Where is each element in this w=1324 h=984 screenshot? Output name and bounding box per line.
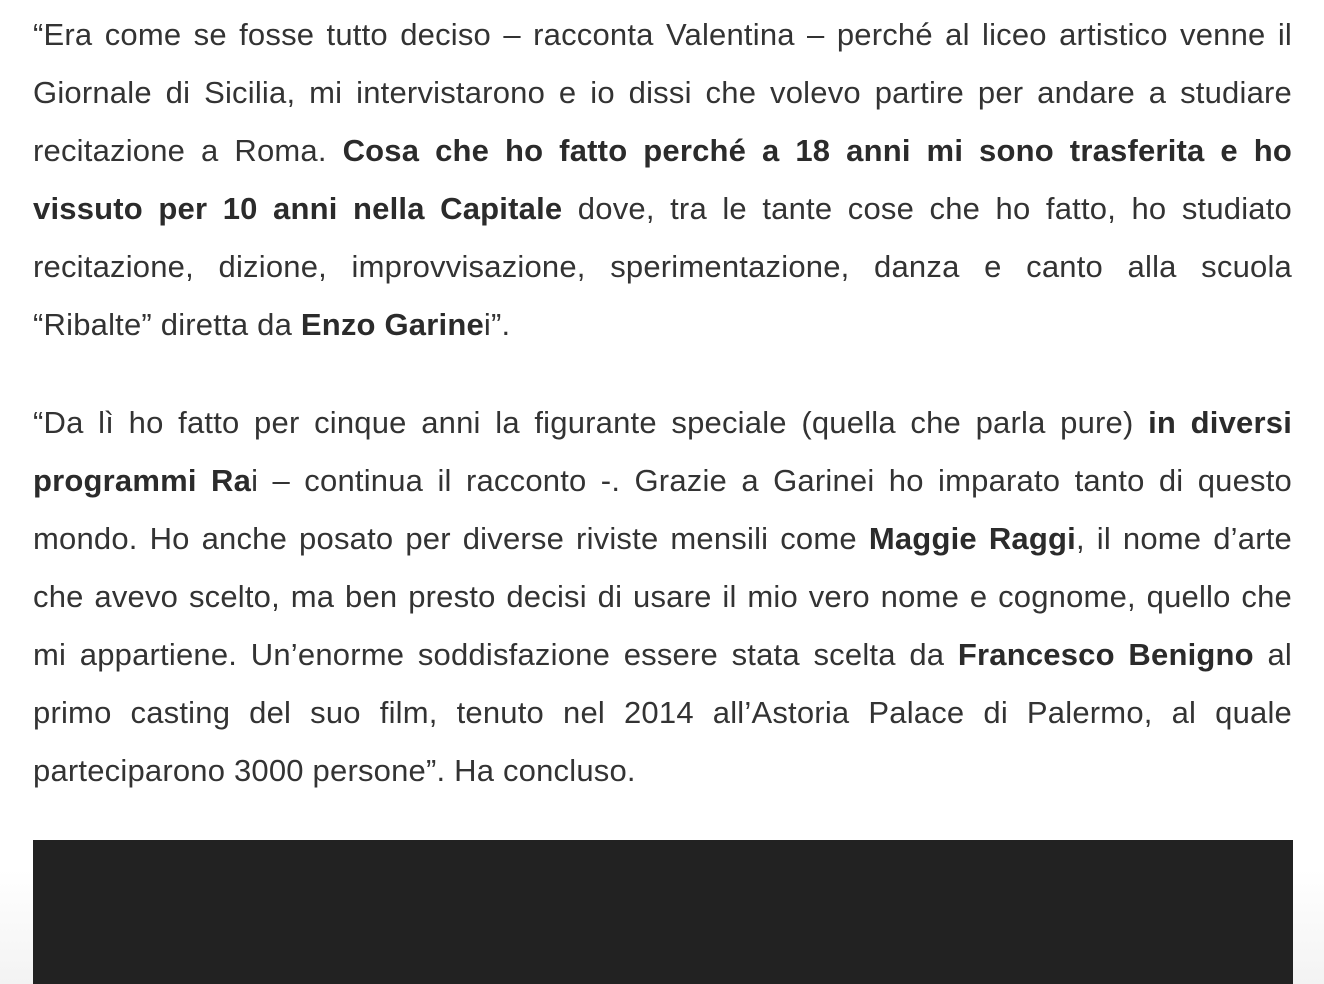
article-paragraph-1 [33, 6, 1292, 354]
paragraph-text: , il nome d’arte che avevo scelto, ma ben presto decisi di usare il mio vero nome e cognome, quello che mi appartiene. Un’enorme soddisfazione essere stata scelta da [33, 521, 1292, 672]
paragraph-text: al primo casting del suo film, tenuto nel 2014 all’Astoria Palace di Palermo, al quale parteciparono 3000 persone”. Ha concluso. [33, 637, 1293, 788]
article-body [33, 6, 1292, 800]
paragraph-text: i”. [483, 307, 511, 342]
page-edge-shadow-left [0, 870, 33, 984]
bold-highlight: in diversi programmi Ra [33, 405, 1293, 498]
bold-name-francesco-benigno: Francesco Benigno [957, 637, 1254, 672]
paragraph-text: “Era come se fosse tutto deciso – racconta Valentina – perché al liceo artistico venne il Giornale di Sicilia, mi intervistarono e io dissi che volevo partire per andare a studiare recitazione a Roma. [33, 17, 1292, 168]
paragraph-text: i – continua il racconto -. Grazie a Garinei ho imparato tanto di questo mondo. Ho anche posato per diverse riviste mensili come [33, 463, 1292, 556]
paragraph-text: “Da lì ho fatto per cinque anni la figurante speciale (quella che parla pure) [33, 405, 1149, 440]
bold-name-enzo-garinei: Enzo Garine [300, 307, 484, 342]
page-edge-shadow-right [1291, 870, 1324, 984]
video-embed-player[interactable] [33, 840, 1293, 984]
bold-highlight: Cosa che ho fatto perché a 18 anni mi sono trasferita e ho vissuto per 10 anni nella Capitale [33, 133, 1292, 226]
article-paragraph-2 [33, 394, 1292, 800]
paragraph-text: dove, tra le tante cose che ho fatto, ho studiato recitazione, dizione, improvvisazione, sperimentazione, danza e canto alla scuola “Ribalte” diretta da [33, 191, 1292, 342]
bold-name-maggie-raggi: Maggie Raggi [868, 521, 1076, 556]
